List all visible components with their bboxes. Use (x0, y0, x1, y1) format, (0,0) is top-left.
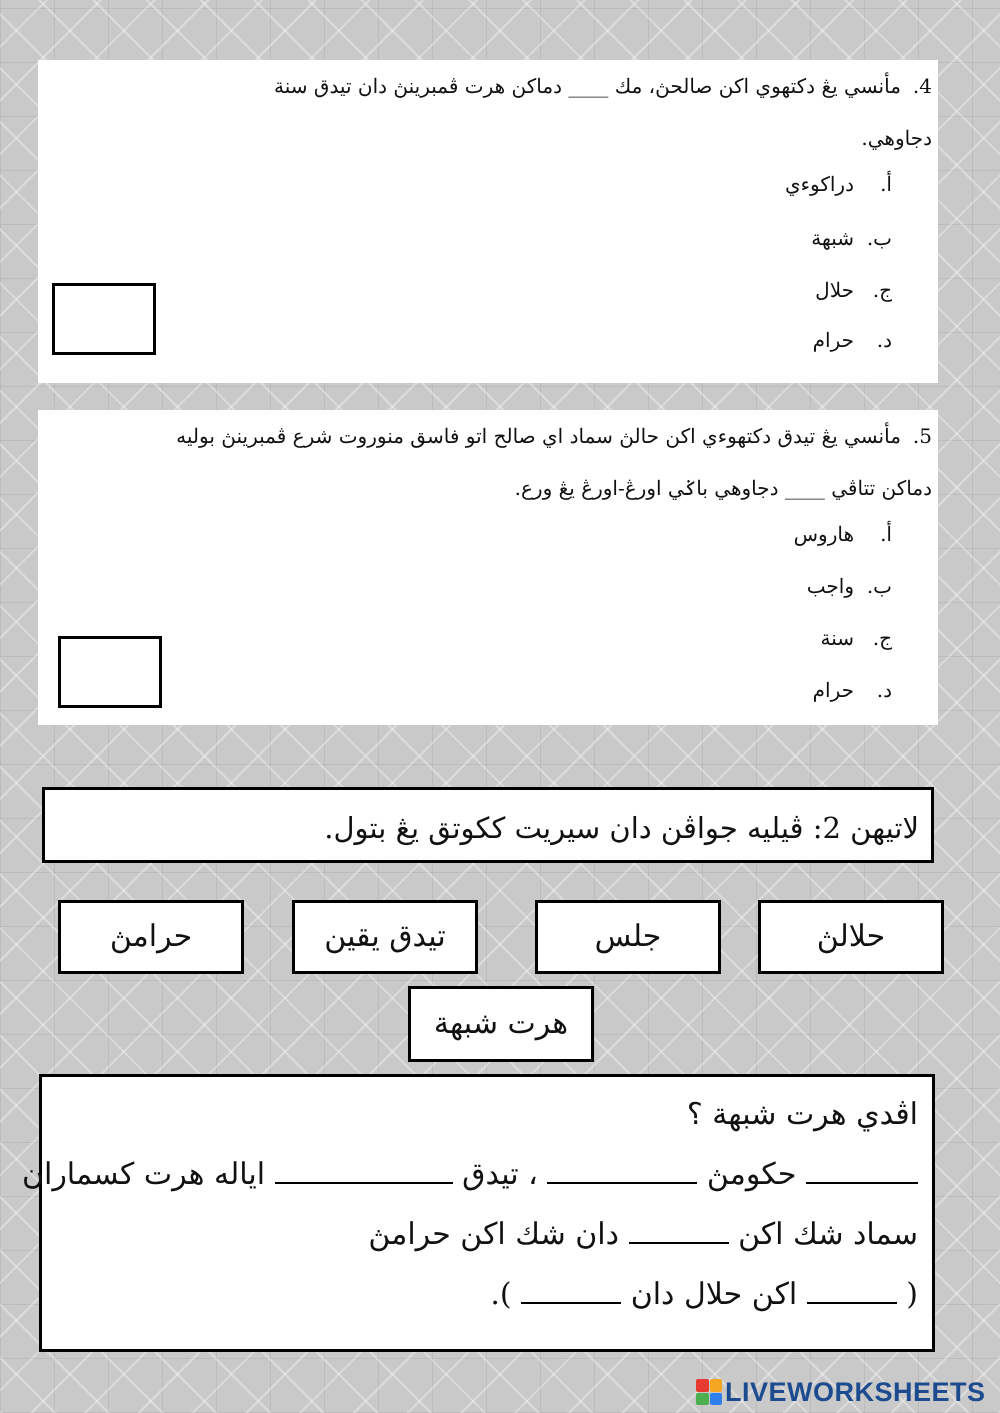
logo-square-4 (710, 1393, 723, 1406)
question-5-option-a: أ.هاروس (793, 522, 892, 546)
fill-in-passage (21, 1074, 935, 1352)
question-5-number: 5. (912, 424, 932, 448)
question-5-answer-box[interactable] (58, 636, 162, 708)
question-4-option-b: ب.شبهة (811, 226, 892, 250)
passage-line-4: ( اكن حلال دان ). (490, 1277, 918, 1312)
question-4-answer-box[interactable] (52, 283, 156, 355)
word-tile-tidak-yakin[interactable]: تيدق يقين (292, 900, 478, 974)
word-tile-haramnya[interactable]: حرامڽ (58, 900, 244, 974)
question-4-option-d: د.حرام (812, 328, 892, 352)
blank-1[interactable] (806, 1156, 918, 1184)
question-4-stem (54, 60, 932, 164)
blank-3[interactable] (275, 1156, 453, 1184)
question-4-stem-line-2: دجاوهي. (861, 126, 932, 150)
blank-2[interactable] (547, 1156, 697, 1184)
question-5-stem (54, 410, 932, 514)
question-4-panel (38, 60, 938, 383)
question-5-option-d: د.حرام (812, 678, 892, 702)
question-4-option-a: أ.دراكوءي (784, 172, 892, 196)
question-4-stem-line-1: 4.مأنسي يڠ دكتهوي اكن صالحڽ، مك ____ دماكن هرت ڤمبرينڽ دان تيدق سنة (274, 74, 932, 98)
question-5-option-b: ب.واجب (806, 574, 892, 598)
exercise-2-title: لاتيهن 2: ڤيليه جواڤن دان سيريت ككوتق يڠ بتول. (42, 787, 934, 863)
blank-5[interactable] (807, 1276, 897, 1304)
blank-4[interactable] (629, 1216, 729, 1244)
word-tile-jelas[interactable]: جلس (535, 900, 721, 974)
question-5-stem-line-2: دماكن تتاڤي ____ دجاوهي باݢي اورڠ-اورڠ يڠ ورع. (514, 476, 932, 500)
question-4-number: 4. (912, 74, 932, 98)
passage-question: اڤدي هرت شبهة ؟ (686, 1097, 918, 1132)
question-4-option-c: ج.حلال (815, 278, 892, 302)
word-tile-halalnya[interactable]: حلالڽ (758, 900, 944, 974)
passage-line-2: حكومڽ ، تيدق اياله هرت كسماران (56, 1145, 918, 1205)
word-tile-harta-syubhah[interactable]: هرت شبهة (408, 986, 594, 1062)
logo-square-2 (710, 1379, 723, 1392)
question-5-option-c: ج.سنة (820, 626, 892, 650)
liveworksheets-logo-text: LIVEWORKSHEETS (725, 1376, 986, 1407)
blank-6[interactable] (521, 1276, 621, 1304)
passage-line-3: سماد شك اكن دان شك اكن حرامڽ (368, 1217, 918, 1252)
liveworksheets-logo-icon (696, 1379, 722, 1405)
logo-square-1 (696, 1379, 709, 1392)
question-5-panel (38, 410, 938, 725)
logo-square-3 (696, 1393, 709, 1406)
question-5-stem-line-1: 5.مأنسي يڠ تيدق دكتهوءي اكن حالڽ سماد اي صالح اتو فاسق منوروت شرع ڤمبرينڽ بوليه (176, 424, 932, 448)
liveworksheets-logo (696, 1377, 986, 1407)
